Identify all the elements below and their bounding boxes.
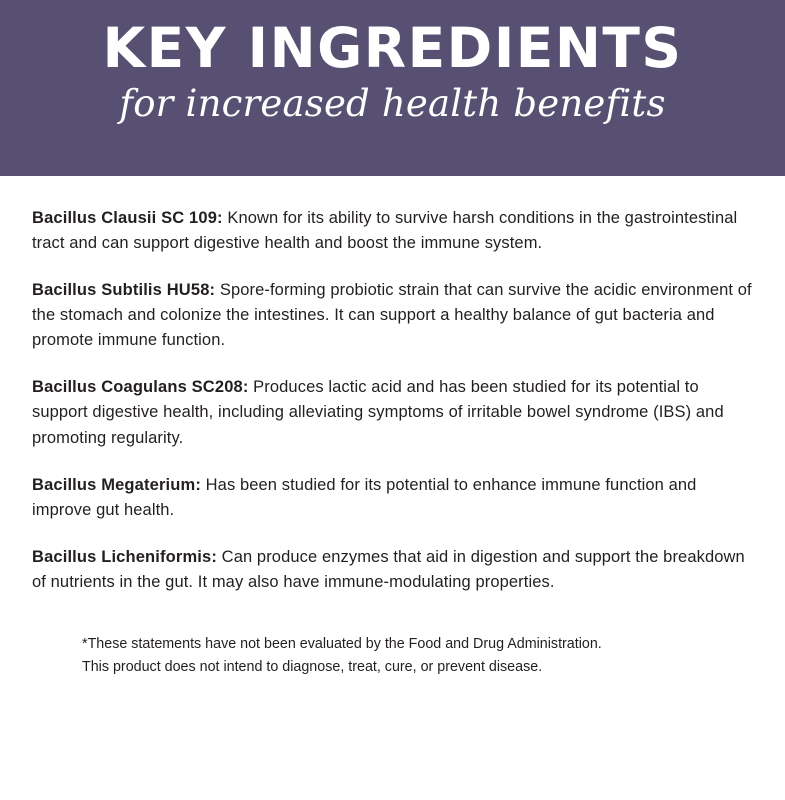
header-band [0,0,785,176]
disclaimer-line-2: This product does not intend to diagnose, treat, cure, or prevent disease. [82,659,543,676]
list-item [32,545,753,595]
ingredient-name: Bacillus Subtilis HU58: [32,281,216,300]
page-title: KEY INGREDIENTS [102,16,683,80]
ingredient-name: Bacillus Megaterium: [32,475,201,494]
list-item [32,206,753,256]
list-item [32,473,753,523]
ingredient-name: Bacillus Coagulans SC208: [32,378,249,397]
ingredients-list [0,176,785,679]
ingredient-description: Produces lactic acid and has been studied for its potential to support digestive health, including alleviating symptoms of irritable bowel syndrome (IBS) and promoting regularity. [32,378,724,447]
ingredient-description: Can produce enzymes that aid in digestion and support the breakdown of nutrients in the gut. It may also have immune-modulating properties. [32,547,745,591]
disclaimer [32,633,753,679]
page-subtitle: for increased health benefits [119,81,666,125]
disclaimer-line-1: *These statements have not been evaluated by the Food and Drug Administration. [82,635,602,652]
list-item [32,278,753,353]
ingredient-description: Known for its ability to survive harsh conditions in the gastrointestinal tract and can support digestive health and boost the immune system. [32,209,738,253]
list-item [32,375,753,450]
ingredient-description: Spore-forming probiotic strain that can survive the acidic environment of the stomach and colonize the intestines. It can support a healthy balance of gut bacteria and promote immune function. [32,281,752,350]
ingredient-description: Has been studied for its potential to enhance immune function and improve gut health. [32,475,697,519]
ingredient-name: Bacillus Licheniformis: [32,547,217,566]
ingredient-name: Bacillus Clausii SC 109: [32,209,223,227]
